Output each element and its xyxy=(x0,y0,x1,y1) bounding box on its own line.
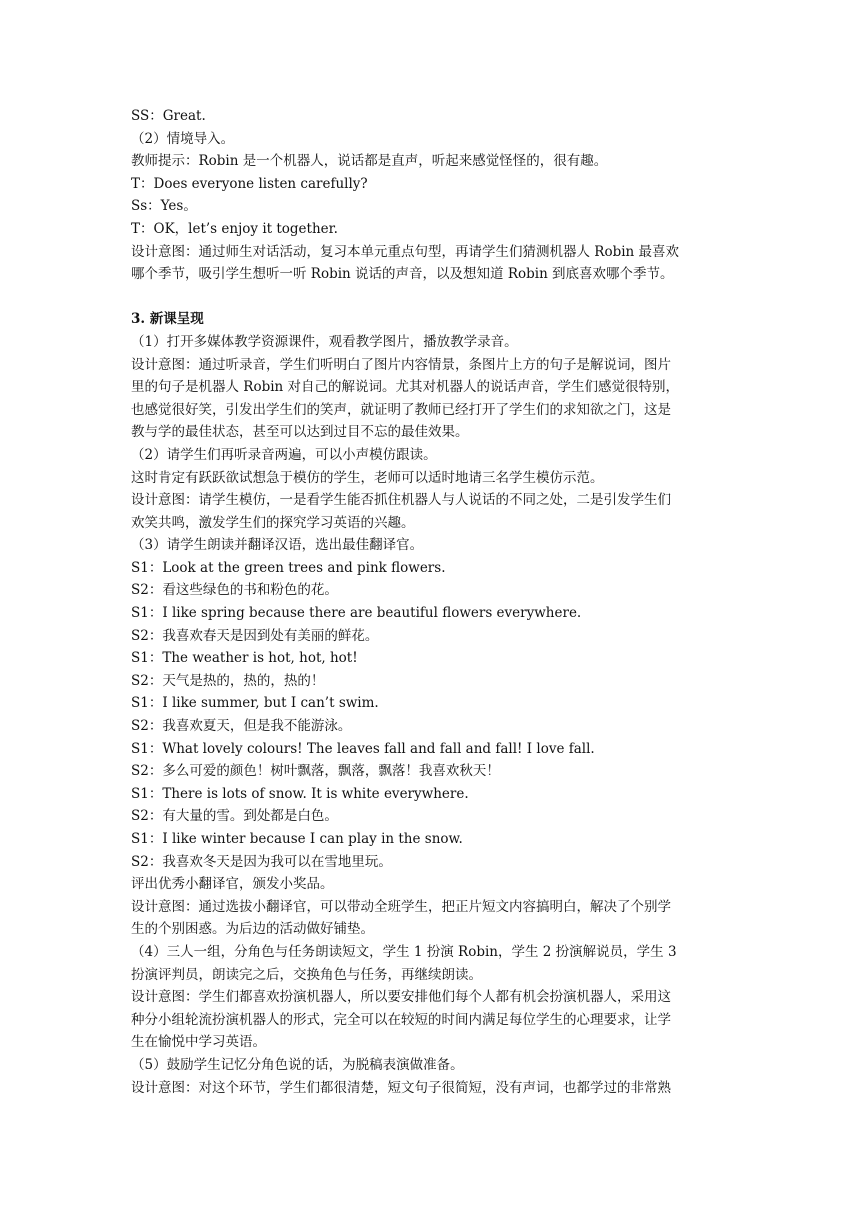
document-body xyxy=(131,105,737,1099)
paragraph-gap xyxy=(131,286,737,309)
text-line: 设计意图：通过选拔小翻译官，可以带动全班学生，把正片短文内容搞明白，解决了个别学 xyxy=(131,898,671,915)
text-line: （2）请学生们再听录音两遍，可以小声模仿跟读。 xyxy=(131,446,437,463)
text-line: 哪个季节，吸引学生想听一听 Robin 说话的声音，以及想知道 Robin 到底喜欢哪个季节。 xyxy=(131,266,674,283)
text-line: Ss：Yes。 xyxy=(131,198,197,215)
text-line: S2：有大量的雪。到处都是白色。 xyxy=(131,808,338,825)
text-line: （3）请学生朗读并翻译汉语，选出最佳翻译官。 xyxy=(131,537,424,554)
text-line: T：Does everyone listen carefully? xyxy=(131,175,368,192)
section-heading: 3. 新课呈现 xyxy=(131,311,204,328)
text-line: S2：我喜欢夏天，但是我不能游泳。 xyxy=(131,718,352,735)
text-line: （5）鼓励学生记忆分角色说的话，为脱稿表演做准备。 xyxy=(131,1056,464,1073)
text-line: （1）打开多媒体教学资源课件，观看教学图片，播放教学录音。 xyxy=(131,333,518,350)
text-line: 里的句子是机器人 Robin 对自己的解说词。尤其对机器人的说话声音，学生们感觉很特别， xyxy=(131,379,680,396)
text-line: 设计意图：请学生模仿，一是看学生能否抓住机器人与人说话的不同之处，二是引发学生们 xyxy=(131,492,671,509)
text-line: T：OK，let’s enjoy it together. xyxy=(131,220,338,237)
text-line: （2）情境导入。 xyxy=(131,130,235,147)
text-line: S1：I like summer, but I can’t swim. xyxy=(131,695,379,712)
text-line: 设计意图：学生们都喜欢扮演机器人，所以要安排他们每个人都有机会扮演机器人，采用这 xyxy=(131,989,671,1006)
text-line: 教师提示：Robin 是一个机器人，说话都是直声，听起来感觉怪怪的，很有趣。 xyxy=(131,153,608,170)
text-line: S2：我喜欢春天是因到处有美丽的鲜花。 xyxy=(131,627,379,644)
text-line: S1：What lovely colours! The leaves fall and fall and fall! I love fall. xyxy=(131,740,595,757)
text-line: S1：Look at the green trees and pink flowers. xyxy=(131,559,446,576)
text-line: 也感觉很好笑，引发出学生们的笑声，就证明了教师已经打开了学生们的求知欲之门，这是 xyxy=(131,401,671,418)
text-line: 生的个别困惑。为后边的活动做好铺垫。 xyxy=(131,921,374,938)
text-line: 评出优秀小翻译官，颁发小奖品。 xyxy=(131,876,334,893)
text-line: S1：I like winter because I can play in the snow. xyxy=(131,831,463,847)
text-line: S1：There is lots of snow. It is white everywhere. xyxy=(131,785,469,802)
text-line: 欢笑共鸣，激发学生们的探究学习英语的兴趣。 xyxy=(131,514,415,531)
text-line: S2：我喜欢冬天是因为我可以在雪地里玩。 xyxy=(131,853,392,870)
text-line: 这时肯定有跃跃欲试想急于模仿的学生，老师可以适时地请三名学生模仿示范。 xyxy=(131,469,604,486)
text-line: S1：I like spring because there are beautiful flowers everywhere. xyxy=(131,605,582,622)
text-line: （4）三人一组，分角色与任务朗读短文，学生 1 扮演 Robin，学生 2 扮演解说员，学生 3 xyxy=(131,943,677,960)
text-line: S1：The weather is hot, hot, hot! xyxy=(131,650,358,667)
text-line: S2：多么可爱的颜色！树叶飘落，飘落，飘落！我喜欢秋天！ xyxy=(131,763,500,780)
text-line: SS：Great. xyxy=(131,108,206,124)
text-line: 生在愉悦中学习英语。 xyxy=(131,1034,266,1051)
text-line: 种分小组轮流扮演机器人的形式，完全可以在较短的时间内满足每位学生的心理要求，让学 xyxy=(131,1011,671,1028)
intro-dialogue-section xyxy=(131,105,737,286)
new-lesson-section xyxy=(131,331,737,1099)
text-line: S2：看这些绿色的书和粉色的花。 xyxy=(131,582,338,599)
text-line: 教与学的最佳状态，甚至可以达到过目不忘的最佳效果。 xyxy=(131,424,469,441)
text-line: 设计意图：通过听录音，学生们听明白了图片内容情景，条图片上方的句子是解说词，图片 xyxy=(131,356,671,373)
text-line: 设计意图：通过师生对话活动，复习本单元重点句型，再请学生们猜测机器人 Robin 最喜欢 xyxy=(131,243,680,260)
text-line: S2：天气是热的，热的，热的！ xyxy=(131,672,325,689)
text-line: 扮演评判员，朗读完之后，交换角色与任务，再继续朗读。 xyxy=(131,966,482,983)
text-line: 设计意图：对这个环节，学生们都很清楚，短文句子很简短，没有声词，也都学过的非常熟 xyxy=(131,1079,671,1096)
